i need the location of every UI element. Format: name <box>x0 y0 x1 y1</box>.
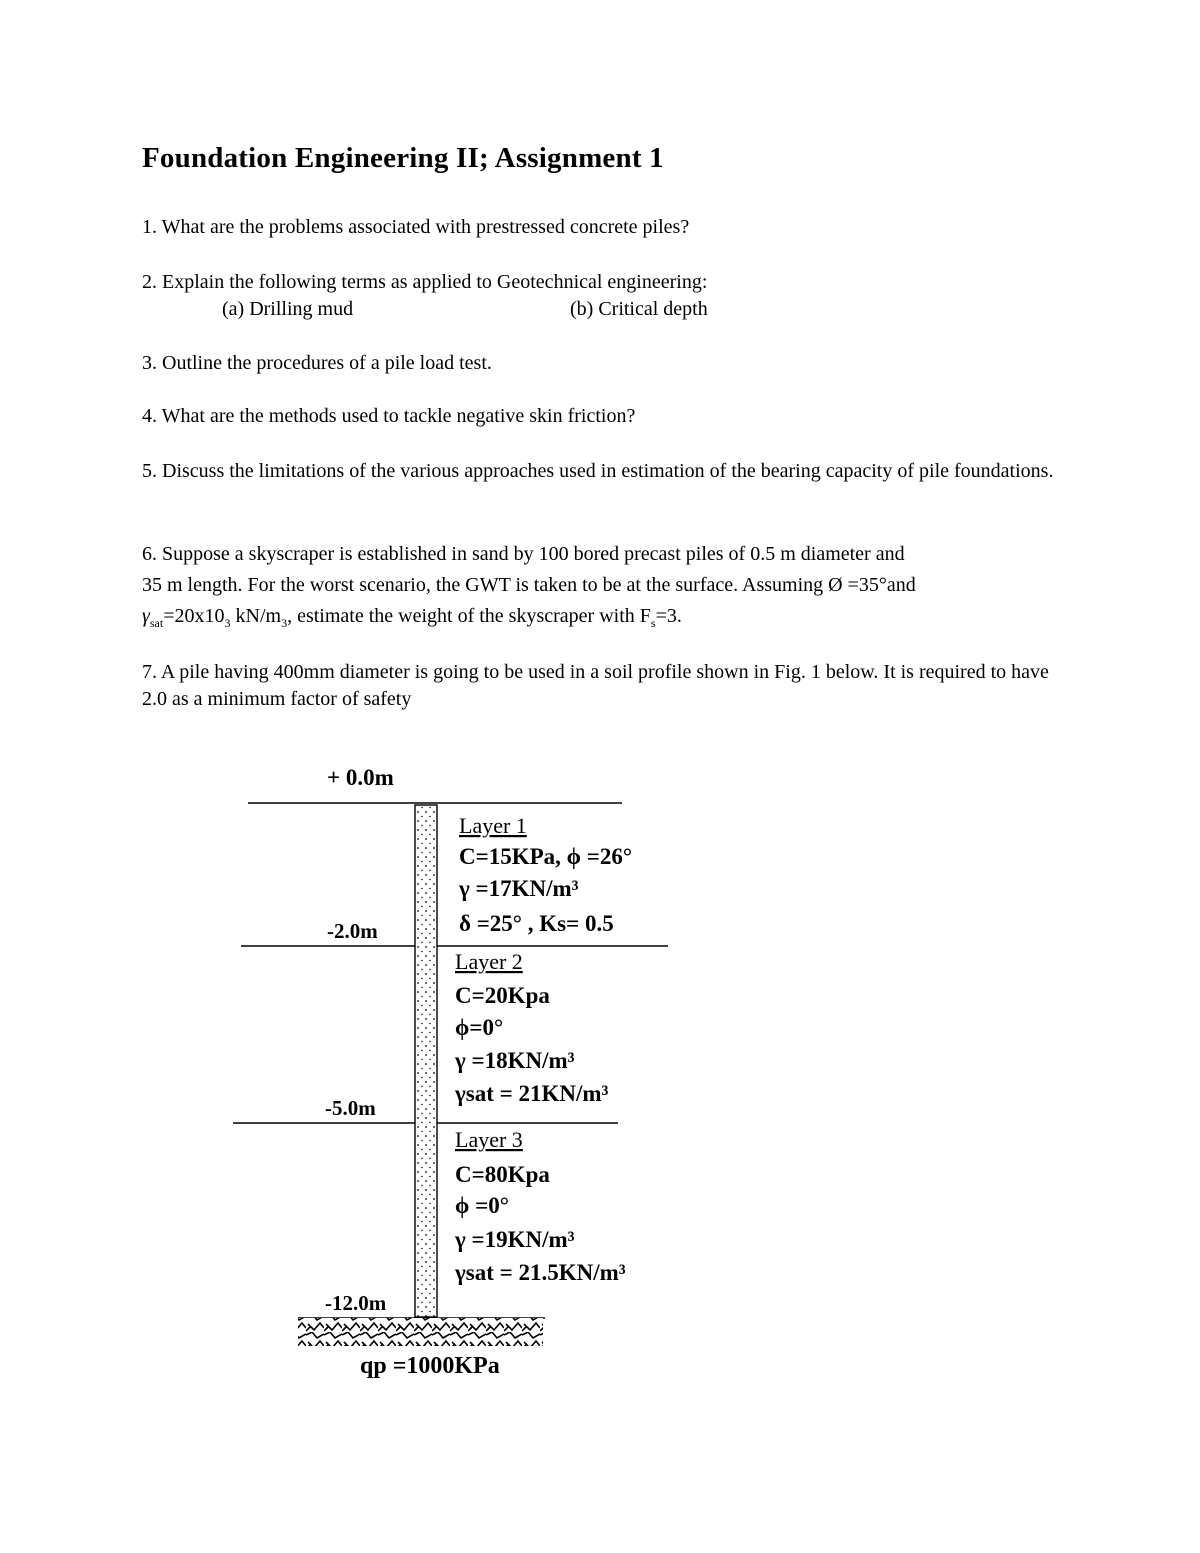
depth-label-5m: -5.0m <box>325 1096 376 1120</box>
question-6-text-d: =3. <box>655 605 682 627</box>
ground-lines <box>233 803 668 1318</box>
question-4: 4. What are the methods used to tackle negative skin friction? <box>142 405 636 427</box>
gamma-subscript: sat <box>149 616 164 630</box>
question-6-exp-1: 3 <box>224 616 231 630</box>
layer-2-gamma-sat: γsat = 21KN/m³ <box>455 1081 609 1106</box>
question-6-text-a: =20x10 <box>163 605 225 627</box>
layer-1-c-phi: C=15KPa, ϕ =26° <box>459 844 633 869</box>
question-3: 3. Outline the procedures of a pile load test. <box>142 352 492 374</box>
question-6-line-3 <box>142 601 1062 639</box>
question-6-exp-2: 3 <box>281 616 288 630</box>
question-6-line-2: 35 m length. For the worst scenario, the GWT is taken to be at the surface. Assuming Ø =35°and <box>142 574 916 596</box>
pile <box>415 805 437 1317</box>
question-6-line-1: 6. Suppose a skyscraper is established in sand by 100 bored precast piles of 0.5 m diameter and <box>142 543 905 565</box>
layer-2-name: Layer 2 <box>455 949 523 974</box>
document-title: Foundation Engineering II; Assignment 1 <box>142 142 664 174</box>
layer-1-delta-ks: δ =25° , Ks= 0.5 <box>459 911 614 936</box>
question-7: 7. A pile having 400mm diameter is going to be used in a soil profile shown in Fig. 1 below. It is required to have 2.0 as a minimum factor of safety <box>142 661 1049 710</box>
layer-2-gamma: γ =18KN/m³ <box>455 1048 575 1073</box>
depth-label-surface: + 0.0m <box>327 765 394 790</box>
question-2-text: 2. Explain the following terms as applied to Geotechnical engineering: <box>142 271 708 293</box>
depth-label-12m: -12.0m <box>325 1291 387 1315</box>
question-2-subitems <box>142 296 1062 323</box>
depth-label-2m: -2.0m <box>327 919 378 943</box>
question-6-text-b: kN/m <box>230 605 282 627</box>
layer-3-c: C=80Kpa <box>455 1162 550 1187</box>
fs-subscript: s <box>650 616 656 630</box>
layer-1-name: Layer 1 <box>459 813 527 838</box>
gamma-symbol: γ <box>142 605 150 627</box>
tip-resistance-label: qp =1000KPa <box>360 1353 500 1379</box>
question-2-item-a: (a) Drilling mud <box>222 298 354 320</box>
layer-3-phi: ϕ =0° <box>455 1193 509 1218</box>
question-1: 1. What are the problems associated with prestressed concrete piles? <box>142 216 690 238</box>
question-6-text-c: , estimate the weight of the skyscraper with F <box>287 605 651 627</box>
layer-3-name: Layer 3 <box>455 1127 523 1152</box>
question-6 <box>142 539 1062 639</box>
layer-2-phi: ϕ=0° <box>455 1015 504 1040</box>
layer-2-c: C=20Kpa <box>455 983 550 1008</box>
question-2-item-b: (b) Critical depth <box>570 298 708 320</box>
layer-3-gamma: γ =19KN/m³ <box>455 1227 575 1252</box>
layer-3-gamma-sat: γsat = 21.5KN/m³ <box>455 1260 626 1285</box>
question-5: 5. Discuss the limitations of the various approaches used in estimation of the bearing capacity of pile foundations. <box>142 460 1054 482</box>
question-2 <box>142 269 1062 323</box>
layer-1-gamma: γ =17KN/m³ <box>459 876 579 901</box>
bearing-stratum <box>298 1318 543 1346</box>
